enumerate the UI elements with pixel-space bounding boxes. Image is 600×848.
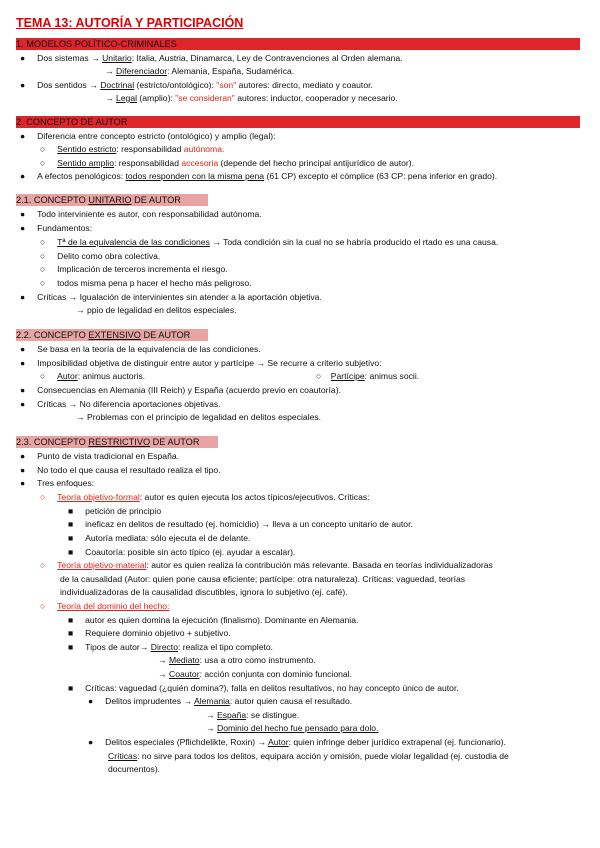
- s22-line-4: ● Consecuencias en Alemania (III Reich) y España (acuerdo previo en coautoría).: [20, 385, 341, 395]
- s23-line-14: ■ Requiere dominio objetivo + subjetivo.: [68, 628, 231, 638]
- circle-bullet-icon: ○: [40, 601, 58, 611]
- bullet-icon: ●: [88, 737, 106, 747]
- square-bullet-icon: ■: [68, 642, 86, 652]
- s23-line-12: ○ Teoría del dominio del hecho:: [40, 601, 170, 611]
- square-bullet-icon: ■: [68, 519, 86, 529]
- bullet-icon: ●: [20, 478, 38, 488]
- s23-line-7: ■ Autoría mediata: sólo ejecuta el de delante.: [68, 533, 251, 543]
- s23-line-2: ● No todo el que causa el resultado realiza el tipo.: [20, 465, 221, 475]
- circle-bullet-icon: ○: [316, 371, 331, 381]
- document-title: TEMA 13: AUTORÍA Y PARTICIPACIÓN: [16, 16, 244, 30]
- bullet-icon: ●: [20, 385, 38, 395]
- s23-line-1: ● Punto de vista tradicional en España.: [20, 451, 180, 461]
- circle-bullet-icon: ○: [40, 264, 58, 274]
- bullet-icon: ●: [20, 53, 38, 63]
- section-2-heading: 2. CONCEPTO DE AUTOR: [16, 117, 128, 127]
- section-2-3-heading: 2.3. CONCEPTO RESTRICTIVO DE AUTOR: [16, 437, 200, 447]
- s2-line-1: ● Diferencia entre concepto estricto (ontológico) y amplio (legal):: [20, 131, 276, 141]
- square-bullet-icon: ■: [68, 615, 86, 625]
- s22-line-2: ● Imposibilidad objetiva de distinguir entre autor y partícipe → Se recurre a criterio subjetivo:: [20, 358, 382, 368]
- bullet-icon: ●: [20, 131, 38, 141]
- circle-bullet-icon: ○: [40, 251, 58, 261]
- s21-line-4: ○ Delito como obra colectiva.: [40, 251, 161, 261]
- square-bullet-icon: ■: [68, 533, 86, 543]
- s23-line-8: ■ Coautoría: posible sin acto típico (ej. ayudar a escalar).: [68, 547, 296, 557]
- s23-line-11: individualizadoras de la causalidad discutibles, ignora lo subjetivo (ej. café).: [60, 587, 348, 597]
- s23-line-9: ○ Teoría objetivo-material: autor es quien realiza la contribución más relevante. Basada en teorías individualizadoras: [40, 560, 493, 570]
- bullet-icon: ●: [20, 223, 38, 233]
- s2-line-2: ○ Sentido estricto: responsabilidad autónoma.: [40, 144, 225, 154]
- s2-line-3: ○ Sentido amplio: responsabilidad accesoria (depende del hecho principal antijurídico de autor).: [40, 158, 415, 168]
- s21-line-8: → ppio de legalidad en delitos especiales.: [76, 305, 237, 315]
- bullet-icon: ●: [20, 465, 38, 475]
- s22-line-3b: ○ Partícipe: animus socii.: [316, 371, 420, 381]
- circle-bullet-icon: ○: [40, 371, 58, 381]
- square-bullet-icon: ■: [68, 547, 86, 557]
- bullet-icon: ●: [20, 399, 38, 409]
- s23-line-20: → España: se distingue.: [206, 710, 300, 720]
- s21-line-6: ○ todos misma pena p hacer el hecho más peligroso.: [40, 278, 252, 288]
- s23-line-21: → Dominio del hecho fue pensado para dolo.: [206, 723, 379, 733]
- s21-line-1: ● Todo interviniente es autor, con responsabilidad autónoma.: [20, 209, 262, 219]
- bullet-icon: ●: [20, 358, 38, 368]
- s22-line-1: ● Se basa en la teoría de la equivalencia de las condiciones.: [20, 344, 261, 354]
- s22-line-3: ○ Autor: animus auctoris.: [40, 371, 146, 381]
- s23-line-23: Críticas: no sirve para todos los delitos, equipara acción y omisión, puede violar legalidad (ej. custodia de: [108, 751, 509, 761]
- bullet-icon: ●: [20, 344, 38, 354]
- circle-bullet-icon: ○: [40, 492, 58, 502]
- s21-line-7: ● Críticas → Igualación de intervinientes sin atender a la aportación objetiva.: [20, 292, 322, 302]
- bullet-icon: ●: [20, 80, 38, 90]
- section-2-2-heading: 2.2. CONCEPTO EXTENSIVO DE AUTOR: [16, 330, 191, 340]
- s21-line-5: ○ Implicación de terceros incrementa el riesgo.: [40, 264, 228, 274]
- s21-line-2: ● Fundamentos:: [20, 223, 93, 233]
- circle-bullet-icon: ○: [40, 237, 58, 247]
- s23-line-15: ■ Tipos de autor→ Directo: realiza el tipo completo.: [68, 642, 274, 652]
- circle-bullet-icon: ○: [40, 144, 58, 154]
- circle-bullet-icon: ○: [40, 560, 58, 570]
- s23-line-4: ○ Teoría objetivo-formal: autor es quien ejecuta los actos típicos/ejecutivos. Críticas:: [40, 492, 370, 502]
- bullet-icon: ●: [20, 292, 38, 302]
- s23-line-3: ● Tres enfoques:: [20, 478, 95, 488]
- s2-line-4: ● A efectos penológicos: todos responden con la misma pena (61 CP) excepto el cómplice (63 CP: pena inferior en grado).: [20, 171, 498, 181]
- bullet-icon: ●: [20, 171, 38, 181]
- section-1-heading: 1. MODELOS POLÍTICO-CRIMINALES: [16, 39, 177, 49]
- s21-line-3: ○ Tª de la equivalencia de las condiciones → Toda condición sin la cual no se habría producido el rtado es una causa.: [40, 237, 499, 247]
- bullet-icon: ●: [88, 696, 106, 706]
- s23-line-18: ■ Críticas: vaguedad (¿quién domina?), falla en delitos resultativos, no hay concepto único de autor.: [68, 683, 459, 693]
- circle-bullet-icon: ○: [40, 278, 58, 288]
- s1-line-3: ● Dos sentidos → Doctrinal (estricto/ontológico): "son" autores: directo, mediato y coautor.: [20, 80, 373, 90]
- s23-line-17: → Coautor: acción conjunta con dominio funcional.: [158, 669, 352, 679]
- s23-line-10: de la causalidad (Autor: quien pone causa eficiente; partícipe: otra naturaleza). Críticas: vaguedad, teorías: [60, 574, 466, 584]
- s23-line-6: ■ ineficaz en delitos de resultado (ej. homicidio) → lleva a un concepto unitario de autor.: [68, 519, 413, 529]
- bullet-icon: ●: [20, 451, 38, 461]
- bullet-icon: ●: [20, 209, 38, 219]
- s23-line-5: ■ petición de principio: [68, 506, 162, 516]
- square-bullet-icon: ■: [68, 683, 86, 693]
- s23-line-16: → Mediato: usa a otro como instrumento.: [158, 655, 316, 665]
- s1-line-2: → Diferenciador: Alemania, España, Sudamérica.: [105, 66, 295, 76]
- s23-line-22: ● Delitos especiales (Pflichdelikte, Roxin) → Autor: quien infringe deber jurídico extrapenal (ej. funcionario).: [88, 737, 506, 747]
- square-bullet-icon: ■: [68, 628, 86, 638]
- s23-line-24: documentos).: [108, 764, 161, 774]
- s22-line-6: → Problemas con el principio de legalidad en delitos especiales.: [76, 412, 322, 422]
- s23-line-13: ■ autor es quien domina la ejecución (finalismo). Dominante en Alemania.: [68, 615, 359, 625]
- s1-line-4: → Legal (amplio): "se consideran" autores: inductor, cooperador y necesario.: [105, 93, 398, 103]
- s23-line-19: ● Delitos imprudentes → Alemania: autor quien causa el resultado.: [88, 696, 353, 706]
- circle-bullet-icon: ○: [40, 158, 58, 168]
- s1-line-1: ● Dos sistemas → Unitario: Italia, Austria, Dinamarca, Ley de Contravenciones al Orden alemana.: [20, 53, 403, 63]
- section-2-1-heading: 2.1. CONCEPTO UNITARIO DE AUTOR: [16, 195, 181, 205]
- s22-line-5: ● Críticas → No diferencia aportaciones objetivas.: [20, 399, 221, 409]
- square-bullet-icon: ■: [68, 506, 86, 516]
